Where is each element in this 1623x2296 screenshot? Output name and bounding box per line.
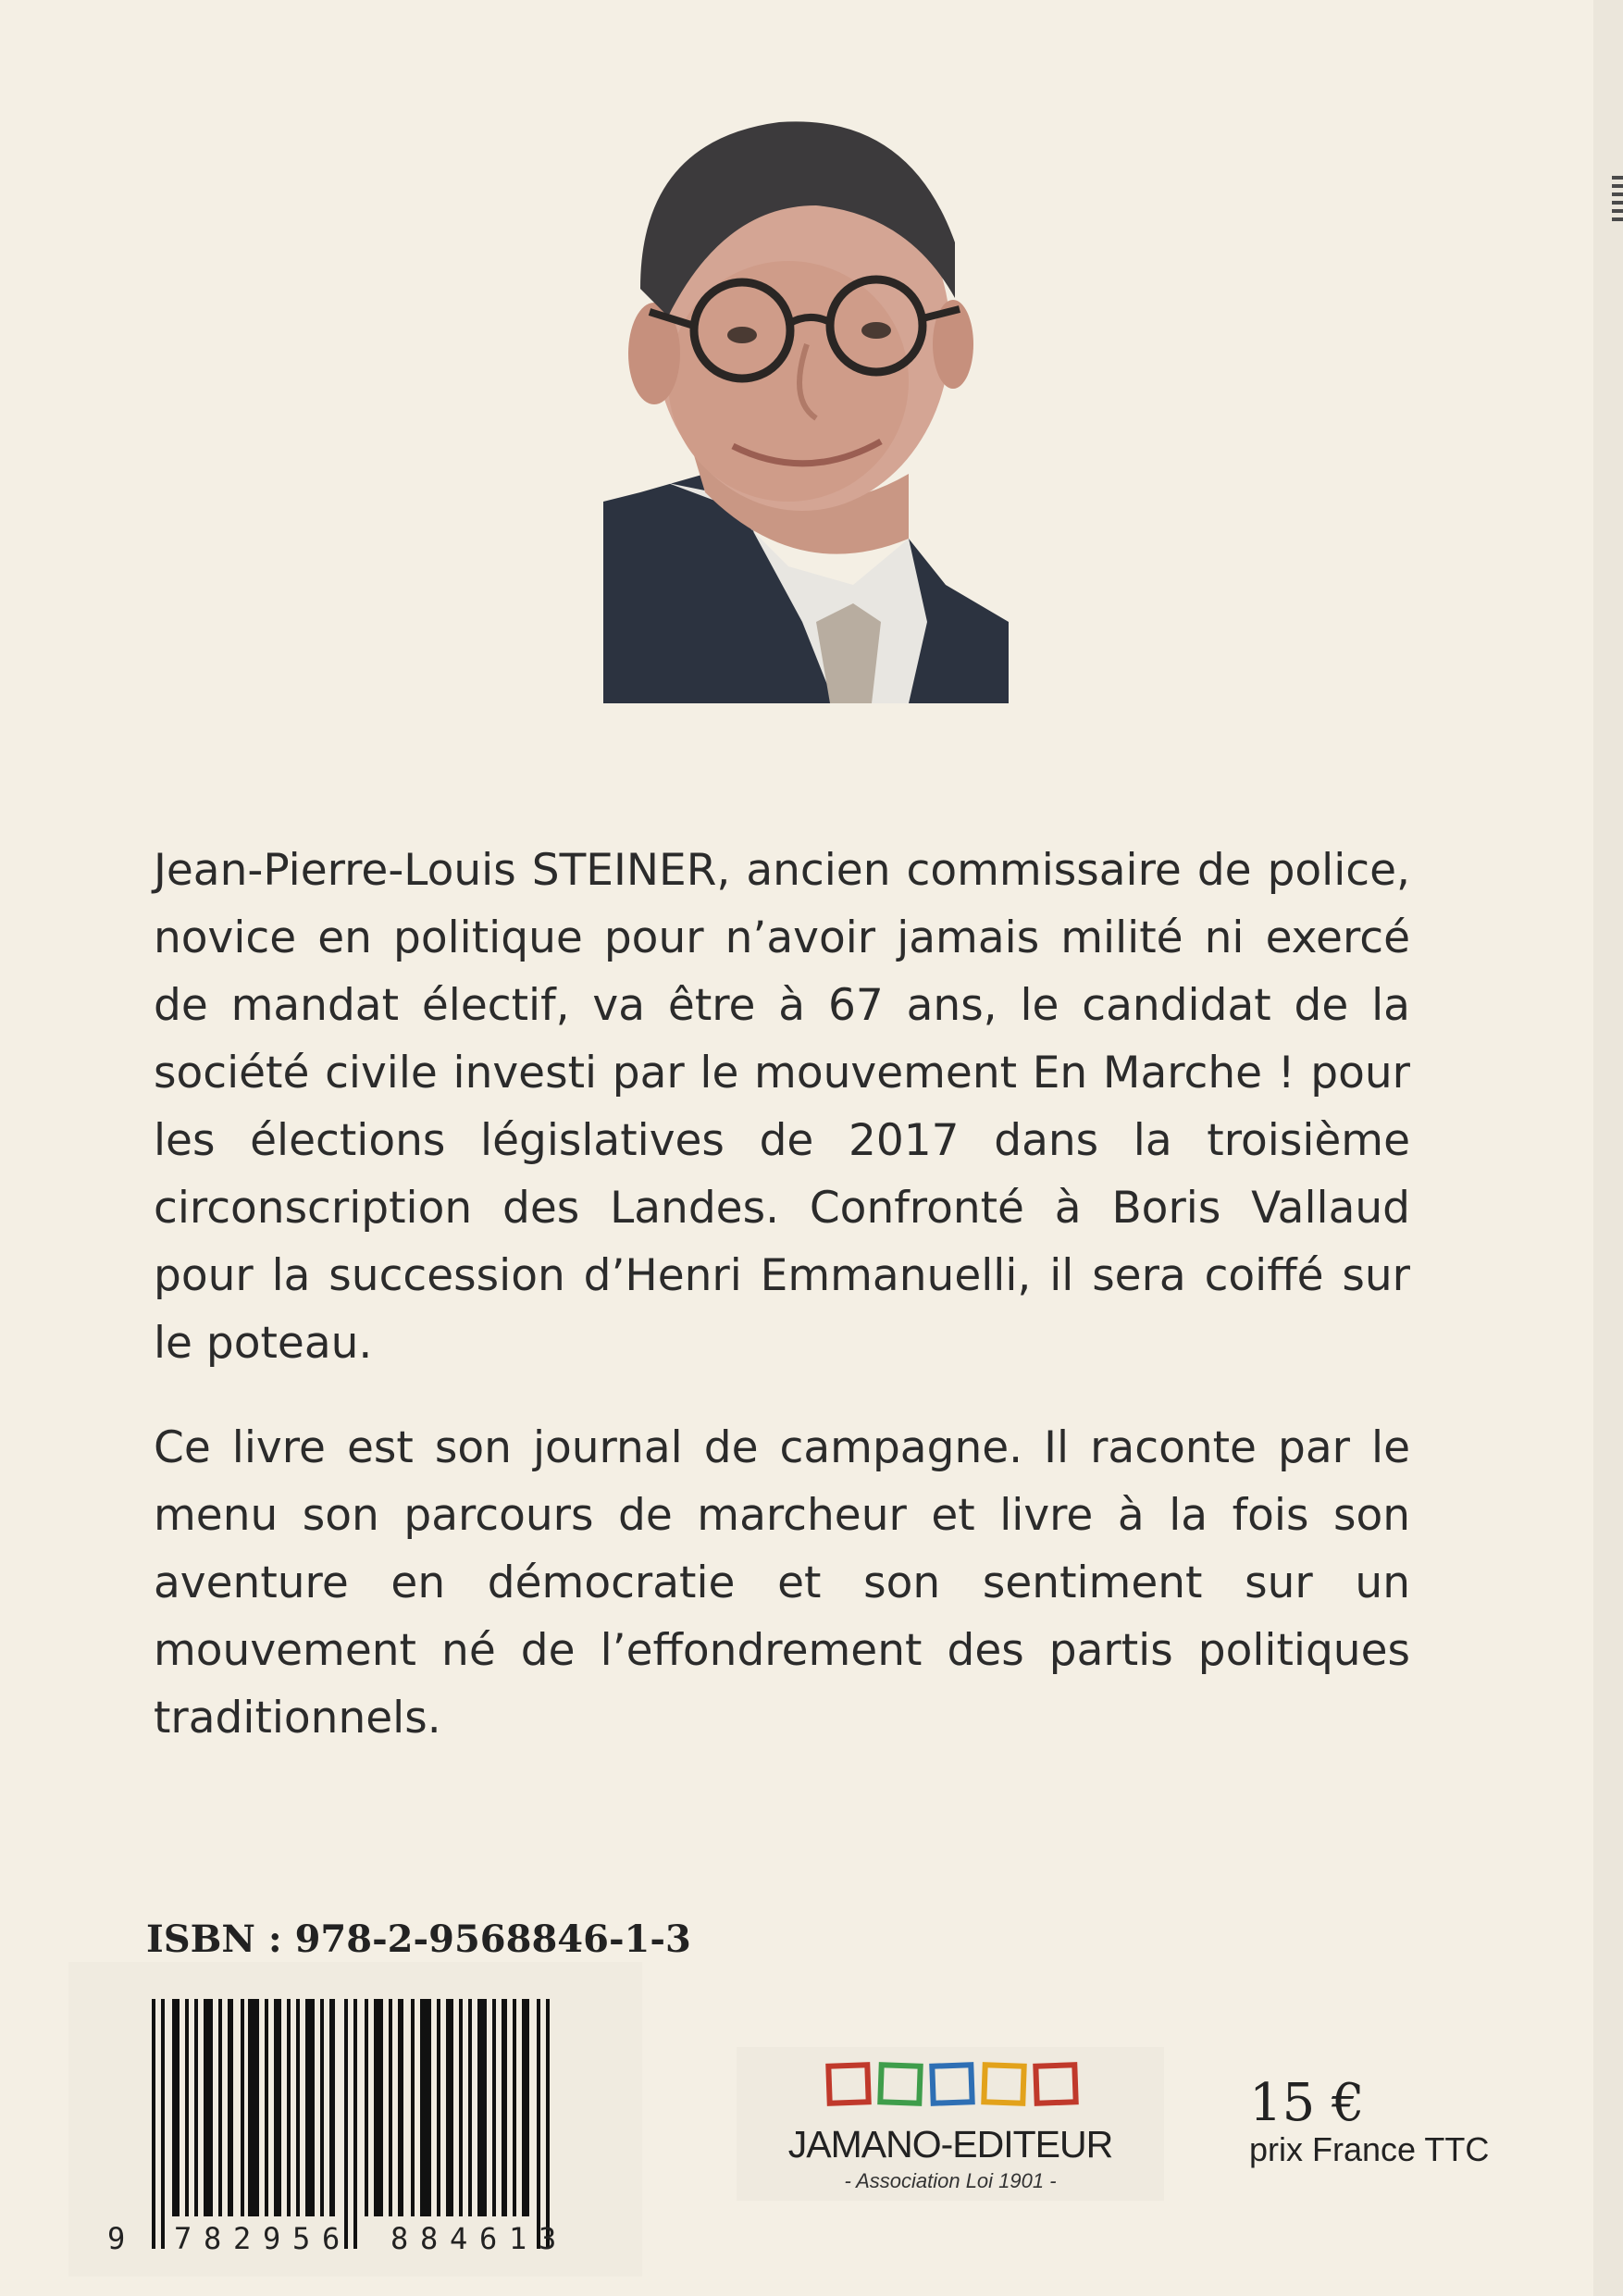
barcode-digit: 6: [479, 2221, 498, 2256]
barcode-digit: 1: [509, 2221, 527, 2256]
publisher-subtitle: - Association Loi 1901 -: [844, 2169, 1057, 2192]
publisher-name: JAMANO-EDITEUR: [787, 2123, 1113, 2166]
author-portrait-photo: [603, 104, 1009, 703]
publisher-logo-square: [932, 2065, 972, 2103]
barcode-first-digit: 9: [107, 2221, 126, 2256]
publisher-logo-icon: [825, 2060, 1081, 2112]
publisher-logo-square: [984, 2065, 1023, 2103]
barcode-area: [68, 1962, 642, 2277]
publisher-logo-square: [828, 2065, 868, 2103]
ean13-barcode-icon: [124, 1999, 596, 2249]
back-cover-blurb: [154, 837, 1410, 1789]
barcode-digit: 6: [322, 2221, 341, 2256]
spine-strip: [1593, 0, 1623, 2296]
publisher-logo: [737, 2047, 1164, 2201]
blurb-paragraph-1: Jean-Pierre-Louis STEINER, ancien commissaire de police, novice en politique pour n’avoir jamais milité ni exercé de mandat électif, va être à 67 ans, le candidat de la société civile investi par le mouvement En Marche ! pour les élections législatives de 2017 dans la troisième circonscription des Landes. Confronté à Boris Vallaud pour la succession d’Henri Emmanuelli, il sera coiffé sur le poteau.: [154, 845, 1410, 1369]
barcode-digit: 2: [233, 2221, 252, 2256]
barcode-digit: 8: [420, 2221, 439, 2256]
barcode-digit: 3: [539, 2221, 557, 2256]
price-note: prix France TTC: [1249, 2130, 1490, 2168]
price-amount: 15 €: [1249, 2073, 1365, 2133]
blurb-paragraph-2: Ce livre est son journal de campagne. Il raconte par le menu son parcours de marcheur et livre à la fois son aventure en démocratie et son sentiment sur un mouvement né de l’effondrement des partis politiques traditionnels.: [154, 1422, 1410, 1744]
barcode-digit: 4: [450, 2221, 468, 2256]
spine-mark-icon: [1612, 176, 1623, 224]
publisher-logo-square: [880, 2065, 920, 2103]
publisher-logo-square: [1035, 2065, 1075, 2103]
isbn-label: ISBN : 978-2-9568846-1-3: [146, 1917, 691, 1961]
barcode-digit: 9: [263, 2221, 281, 2256]
barcode-digit: 8: [204, 2221, 222, 2256]
barcode-digit: 5: [292, 2221, 311, 2256]
barcode-digit: 7: [174, 2221, 192, 2256]
barcode-digit: 8: [390, 2221, 409, 2256]
